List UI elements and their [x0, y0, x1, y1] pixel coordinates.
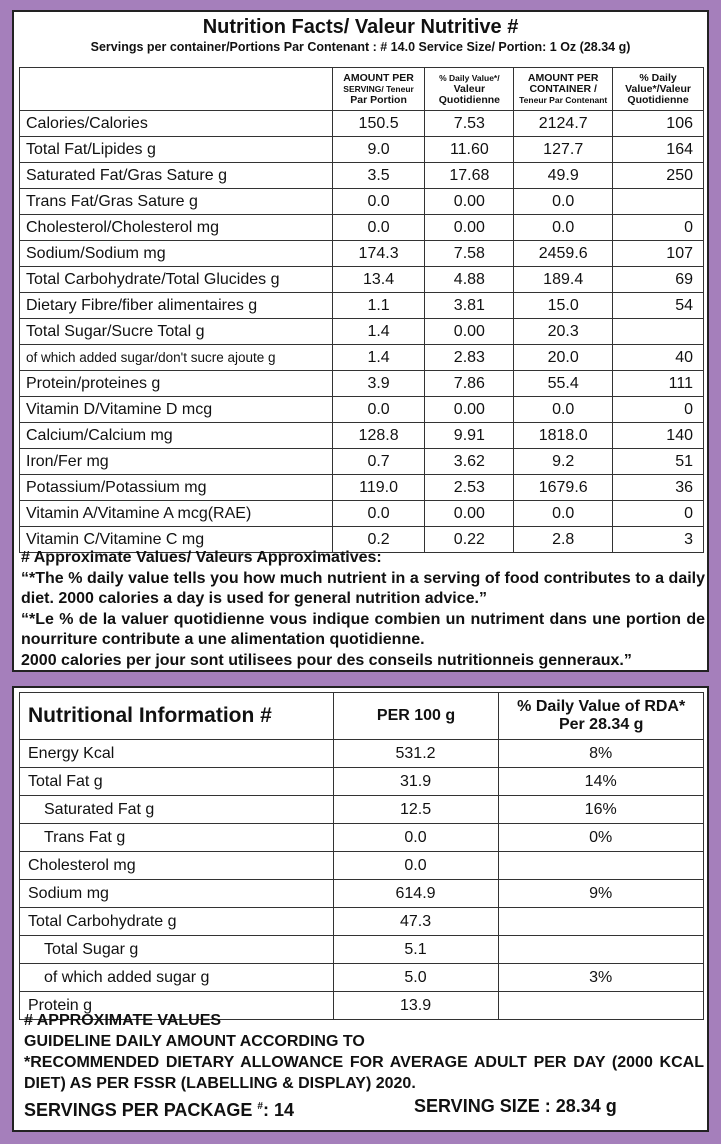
per-100g-value: 0.0: [333, 852, 499, 880]
table-row: [20, 936, 704, 964]
daily-value: 7.58: [425, 241, 514, 267]
table-header-row: [20, 68, 704, 111]
per-100g-value: 47.3: [333, 908, 499, 936]
per-100g-value: 614.9: [333, 880, 499, 908]
nutrient-name: of which added sugar g: [20, 964, 334, 992]
header-daily-value: [425, 68, 514, 111]
rda-value: 16%: [499, 796, 704, 824]
amount-per-serving: 0.2: [332, 527, 425, 553]
servings-value: : 14: [262, 1100, 294, 1120]
amount-per-serving: 3.5: [332, 163, 425, 189]
table-row: [20, 111, 704, 137]
daily-value-container: 69: [613, 267, 704, 293]
table-row: [20, 768, 704, 796]
amount-per-serving: 0.0: [332, 501, 425, 527]
amount-per-serving: 1.4: [332, 345, 425, 371]
nutrient-name: Dietary Fibre/fiber alimentaires g: [20, 293, 333, 319]
nutrient-name: of which added sugar/don't sucre ajoute g: [20, 345, 333, 371]
table-row: [20, 163, 704, 189]
amount-per-container: 55.4: [514, 371, 613, 397]
nutritional-information-table: [19, 692, 704, 1020]
daily-value: 2.53: [425, 475, 514, 501]
header-line: Par Portion: [350, 93, 407, 106]
rda-value: 14%: [499, 768, 704, 796]
amount-per-serving: 128.8: [332, 423, 425, 449]
table-row: [20, 824, 704, 852]
header-amount-per-serving: [332, 68, 425, 111]
daily-value-container: 0: [613, 501, 704, 527]
daily-value-container: 107: [613, 241, 704, 267]
daily-value-container: 164: [613, 137, 704, 163]
per-100g-value: 31.9: [333, 768, 499, 796]
nutrition-facts-panel: [12, 10, 709, 672]
approximate-values-notes: [21, 548, 705, 671]
table-row: [20, 371, 704, 397]
daily-value: 17.68: [425, 163, 514, 189]
rda-line: *RECOMMENDED DIETARY ALLOWANCE FOR AVERAGE ADULT PER DAY (2000 KCAL DIET) AS PER FSSR (LABELLING & DISPLAY) 2020.: [24, 1054, 704, 1092]
nutrient-name: Calcium/Calcium mg: [20, 423, 333, 449]
daily-value: 0.00: [425, 215, 514, 241]
amount-per-serving: 150.5: [332, 111, 425, 137]
daily-value-container: 36: [613, 475, 704, 501]
nutritional-information-title: Nutritional Information #: [20, 693, 334, 740]
per-100g-value: 0.0: [333, 824, 499, 852]
amount-per-container: 15.0: [514, 293, 613, 319]
amount-per-serving: 119.0: [332, 475, 425, 501]
amount-per-container: 0.0: [514, 397, 613, 423]
daily-value: 0.22: [425, 527, 514, 553]
nutrient-name: Total Carbohydrate g: [20, 908, 334, 936]
servings-per-package: [24, 1096, 414, 1121]
header-line: % Daily Value of RDA*: [517, 698, 686, 715]
rda-value: 3%: [499, 964, 704, 992]
amount-per-container: 2459.6: [514, 241, 613, 267]
servings-footer: [24, 1096, 704, 1121]
daily-value-container: 0: [613, 215, 704, 241]
nutrient-name: Saturated Fat/Gras Sature g: [20, 163, 333, 189]
amount-per-container: 9.2: [514, 449, 613, 475]
daily-value-note-fr-2: 2000 calories per jour sont utilisees pour des conseils nutritionneis genneraux.”: [21, 651, 632, 669]
table-row: [20, 345, 704, 371]
nutrient-name: Total Fat/Lipides g: [20, 137, 333, 163]
nutritional-information-panel: [12, 686, 709, 1132]
daily-value-container: 0: [613, 397, 704, 423]
table-row: [20, 501, 704, 527]
rda-value: [499, 852, 704, 880]
daily-value: 2.83: [425, 345, 514, 371]
header-line: Per 28.34 g: [558, 716, 644, 733]
nutrient-name: Protein/proteines g: [20, 371, 333, 397]
daily-value: 0.00: [425, 319, 514, 345]
daily-value: 3.81: [425, 293, 514, 319]
amount-per-container: 2124.7: [514, 111, 613, 137]
table-row: [20, 397, 704, 423]
header-per-100g: PER 100 g: [333, 693, 499, 740]
nutrient-name: Sodium/Sodium mg: [20, 241, 333, 267]
serving-size: SERVING SIZE : 28.34 g: [414, 1096, 617, 1116]
nutrition-facts-title: Nutrition Facts/ Valeur Nutritive #: [202, 16, 519, 38]
per-100g-value: 5.0: [333, 964, 499, 992]
daily-value-container: 54: [613, 293, 704, 319]
amount-per-container: 20.0: [514, 345, 613, 371]
header-amount-per-container: [514, 68, 613, 111]
header-line: SERVING/ Teneur: [343, 83, 414, 94]
table-header-row: [20, 693, 704, 740]
amount-per-container: 1679.6: [514, 475, 613, 501]
amount-per-container: 2.8: [514, 527, 613, 553]
nutrient-name: Calories/Calories: [20, 111, 333, 137]
amount-per-serving: 1.4: [332, 319, 425, 345]
approx-values-line: # APPROXIMATE VALUES: [24, 1012, 222, 1029]
table-row: [20, 137, 704, 163]
nutrition-facts-table: [19, 67, 704, 553]
rda-value: 0%: [499, 824, 704, 852]
table-row: [20, 267, 704, 293]
header-line: Value*/Valeur: [625, 82, 692, 95]
daily-value: 0.00: [425, 189, 514, 215]
header-line: AMOUNT PER: [527, 71, 599, 84]
nutrient-name: Iron/Fer mg: [20, 449, 333, 475]
table-row: [20, 475, 704, 501]
table-row: [20, 189, 704, 215]
per-100g-value: 531.2: [333, 740, 499, 768]
daily-value-note-en: “*The % daily value tells you how much nutrient in a serving of food contributes to a daily diet. 2000 calories a day is used for general nutrition advice.”: [21, 569, 705, 607]
rda-value: [499, 936, 704, 964]
amount-per-serving: 9.0: [332, 137, 425, 163]
amount-per-container: 49.9: [514, 163, 613, 189]
amount-per-serving: 0.0: [332, 189, 425, 215]
nutrient-name: Trans Fat g: [20, 824, 334, 852]
nutrient-name: Total Sugar g: [20, 936, 334, 964]
servings-label: SERVINGS PER PACKAGE: [24, 1100, 258, 1120]
header-daily-value-container: [613, 68, 704, 111]
amount-per-container: 0.0: [514, 189, 613, 215]
table-row: [20, 908, 704, 936]
table-row: [20, 964, 704, 992]
table-row: [20, 796, 704, 824]
guideline-line: GUIDELINE DAILY AMOUNT ACCORDING TO: [24, 1033, 365, 1050]
header-line: Teneur Par Contenant: [519, 94, 608, 105]
daily-value-container: 3: [613, 527, 704, 553]
table-row: [20, 319, 704, 345]
daily-value-container: 40: [613, 345, 704, 371]
daily-value: 3.62: [425, 449, 514, 475]
header-line: AMOUNT PER: [343, 71, 414, 84]
amount-per-container: 0.0: [514, 501, 613, 527]
daily-value: 7.86: [425, 371, 514, 397]
table-row: [20, 215, 704, 241]
amount-per-container: 1818.0: [514, 423, 613, 449]
servings-sup: #: [257, 1101, 263, 1112]
daily-value-container: [613, 189, 704, 215]
table-row: [20, 241, 704, 267]
daily-value: 11.60: [425, 137, 514, 163]
daily-value-container: 51: [613, 449, 704, 475]
amount-per-serving: 0.0: [332, 215, 425, 241]
nutrient-name: Energy Kcal: [20, 740, 334, 768]
amount-per-container: 20.3: [514, 319, 613, 345]
header-blank: [20, 68, 333, 111]
servings-subtitle: Servings per container/Portions Par Contenant : # 14.0 Service Size/ Portion: 1 Oz (28.34 g): [90, 40, 631, 54]
daily-value-container: 111: [613, 371, 704, 397]
nutrient-name: Protein g: [20, 992, 334, 1020]
guideline-notes: [24, 1010, 704, 1121]
rda-value: 9%: [499, 880, 704, 908]
daily-value: 0.00: [425, 501, 514, 527]
approx-heading: # Approximate Values/ Valeurs Approximatives:: [21, 549, 382, 566]
per-100g-value: 5.1: [333, 936, 499, 964]
rda-value: [499, 908, 704, 936]
header-line: Valeur: [453, 82, 486, 95]
table-row: [20, 293, 704, 319]
daily-value: 9.91: [425, 423, 514, 449]
daily-value-container: [613, 319, 704, 345]
nutrient-name: Cholesterol/Cholesterol mg: [20, 215, 333, 241]
amount-per-container: 0.0: [514, 215, 613, 241]
nutrient-name: Cholesterol mg: [20, 852, 334, 880]
amount-per-serving: 0.7: [332, 449, 425, 475]
nutrient-name: Total Carbohydrate/Total Glucides g: [20, 267, 333, 293]
header-line: % Daily: [639, 71, 677, 84]
nutrient-name: Vitamin A/Vitamine A mcg(RAE): [20, 501, 333, 527]
nutrient-name: Trans Fat/Gras Sature g: [20, 189, 333, 215]
amount-per-serving: 3.9: [332, 371, 425, 397]
amount-per-container: 127.7: [514, 137, 613, 163]
per-100g-value: 12.5: [333, 796, 499, 824]
header-line: % Daily Value*/: [439, 72, 500, 83]
nutrient-name: Vitamin D/Vitamine D mcg: [20, 397, 333, 423]
table-row: [20, 423, 704, 449]
daily-value: 4.88: [425, 267, 514, 293]
amount-per-serving: 13.4: [332, 267, 425, 293]
nutrient-name: Total Fat g: [20, 768, 334, 796]
nutrient-name: Saturated Fat g: [20, 796, 334, 824]
daily-value-container: 106: [613, 111, 704, 137]
per-100g-value: 13.9: [333, 992, 499, 1020]
amount-per-serving: 1.1: [332, 293, 425, 319]
table-row: [20, 740, 704, 768]
daily-value-container: 250: [613, 163, 704, 189]
daily-value-note-fr: “*Le % de la valuer quotidienne vous indique combien un nutriment dans une portion de nourriture contribute a une alimentation quotidienne.: [21, 610, 705, 648]
amount-per-serving: 174.3: [332, 241, 425, 267]
nutrient-name: Vitamin C/Vitamine C mg: [20, 527, 333, 553]
nutrient-name: Total Sugar/Sucre Total g: [20, 319, 333, 345]
table-row: [20, 852, 704, 880]
header-line: Quotidienne: [438, 93, 500, 106]
daily-value: 0.00: [425, 397, 514, 423]
amount-per-container: 189.4: [514, 267, 613, 293]
table-row: [20, 449, 704, 475]
header-rda: [499, 693, 704, 740]
nutrient-name: Potassium/Potassium mg: [20, 475, 333, 501]
daily-value: 7.53: [425, 111, 514, 137]
header-line: CONTAINER /: [529, 82, 597, 95]
header-line: Quotidienne: [627, 93, 689, 106]
daily-value-container: 140: [613, 423, 704, 449]
table-row: [20, 880, 704, 908]
nutrient-name: Sodium mg: [20, 880, 334, 908]
rda-value: 8%: [499, 740, 704, 768]
amount-per-serving: 0.0: [332, 397, 425, 423]
